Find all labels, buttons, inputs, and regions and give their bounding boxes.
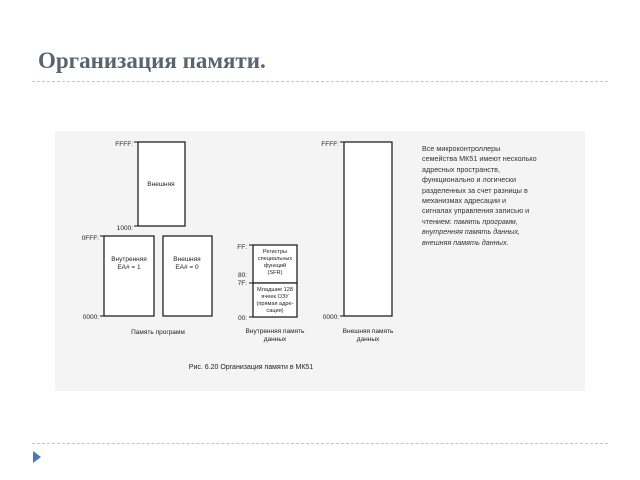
program-external-ea0-label: Внешняя [173, 256, 201, 263]
description-text [422, 144, 582, 248]
program-external-ea0-value: EA# = 0 [175, 264, 199, 271]
slide-title: Организация памяти. [38, 48, 266, 73]
description-line: сигналах управления записью и [422, 206, 530, 216]
sfr-label-line3: функций [263, 263, 287, 269]
description-line: механизмах адресации и [422, 196, 507, 206]
description-line: внешняя память данных. [422, 237, 509, 247]
program-external-label: Внешняя [147, 181, 175, 188]
addr-label-7f: 7F: [237, 280, 247, 287]
ram-label-line2: ячеек ОЗУ [261, 294, 289, 300]
program-internal-box [104, 236, 154, 316]
addr-label-0000: 0000: [82, 314, 99, 321]
memory-organization-figure [55, 131, 585, 391]
addr-label-1000: 1000: [116, 225, 133, 232]
triangle-bullet-icon [32, 451, 42, 463]
description-line: адресных пространств, [422, 164, 500, 174]
program-internal-ea-label: EA# = 1 [117, 264, 141, 271]
ext-addr-label-ffff: FFFF: [321, 141, 339, 148]
description-line: Все микроконтроллеры [422, 144, 501, 153]
ram-label-line3: (прямая адре- [256, 301, 294, 307]
description-italic-part: память программ, [453, 216, 518, 226]
external-data-caption-line2: данных [356, 336, 380, 343]
sfr-label-line1: Регистры [262, 249, 288, 255]
description-line: функционально и логически [422, 175, 516, 185]
addr-label-00: 00: [237, 315, 247, 322]
program-external-ea0-box [163, 236, 212, 316]
addr-label-ff: FF: [237, 244, 247, 251]
program-memory-caption: Память программ [131, 329, 185, 336]
sfr-label-line2: специальных [257, 256, 293, 262]
figure-caption: Рис. 6.20 Организация памяти в МК51 [188, 364, 314, 371]
description-plain-part: чтением: [422, 216, 454, 226]
footer-divider [32, 443, 608, 444]
description-line: внутренняя память данных, [422, 227, 521, 237]
description-line: разделенных за счет разницы в [422, 185, 528, 195]
ram-label-line1: Младшие 128 [257, 287, 293, 293]
description-line: семейства МК51 имеют несколько [422, 154, 537, 164]
ext-addr-label-0000: 0000: [322, 314, 339, 321]
description-line [422, 217, 582, 227]
ram-label-line4: сация) [266, 308, 284, 314]
external-data-memory-box [344, 142, 392, 316]
program-internal-label: Внутренняя [111, 256, 147, 263]
internal-data-caption-line2: данных [263, 336, 287, 343]
internal-data-caption-line1: Внутренняя память [245, 328, 305, 335]
title-divider [32, 81, 608, 82]
sfr-label-line4: (SFR) [267, 270, 283, 276]
addr-label-ffff: FFFF: [115, 141, 133, 148]
addr-label-0fff: 0FFF: [81, 235, 99, 242]
external-data-caption-line1: Внешняя память [342, 328, 394, 335]
addr-label-80: 80: [237, 272, 247, 279]
